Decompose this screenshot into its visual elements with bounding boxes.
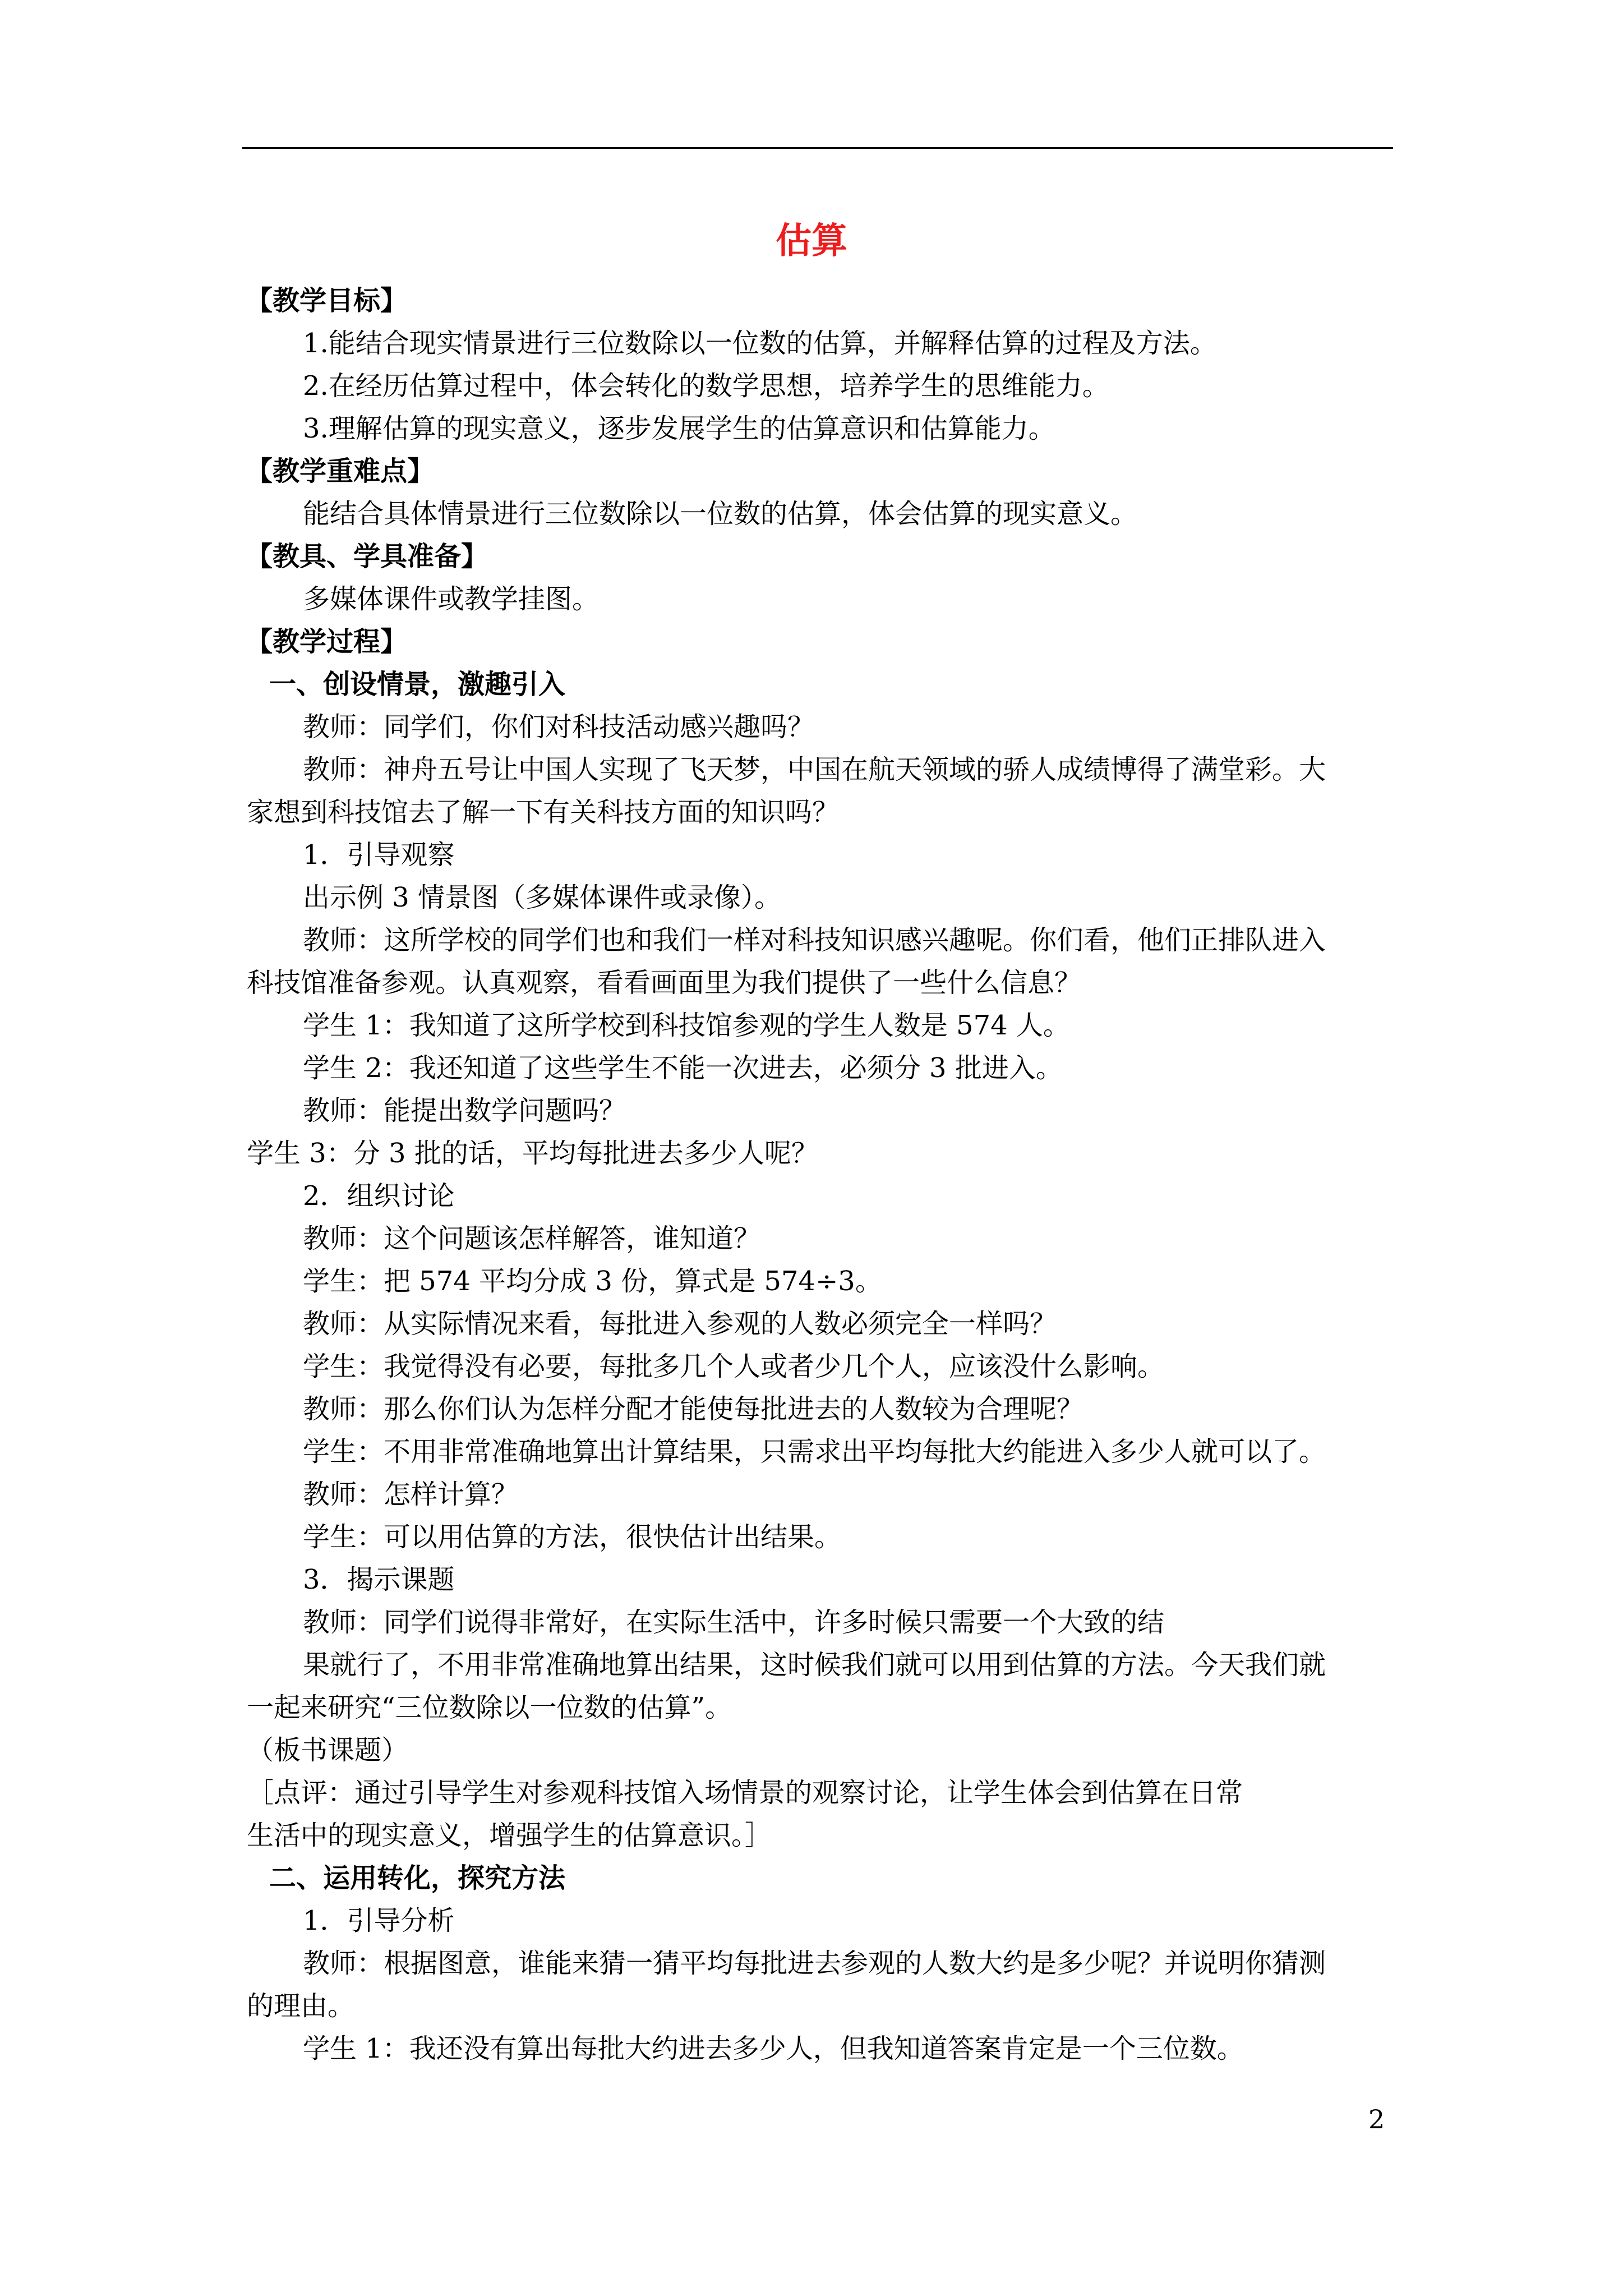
text-line: 教师：那么你们认为怎样分配才能使每批进去的人数较为合理呢？ bbox=[303, 1393, 1084, 1425]
document-title: 估算 bbox=[776, 220, 847, 262]
text-line: 学生 3：分 3 批的话，平均每批进去多少人呢？ bbox=[247, 1138, 818, 1169]
text-line: 教师：从实际情况来看，每批进入参观的人数必须完全一样吗？ bbox=[303, 1308, 1057, 1340]
text-line: 教师：同学们说得非常好，在实际生活中，许多时候只需要一个大致的结 bbox=[303, 1607, 1165, 1638]
page-number: 2 bbox=[1368, 2104, 1385, 2134]
text-line: 一起来研究“三位数除以一位数的估算”。 bbox=[247, 1692, 732, 1723]
text-line: 2.在经历估算过程中，体会转化的数学思想，培养学生的思维能力。 bbox=[303, 370, 1109, 402]
text-line: 生活中的现实意义，增强学生的估算意识。］ bbox=[247, 1820, 772, 1851]
section-heading: 【教学目标】 bbox=[246, 285, 408, 316]
text-line: 3．揭示课题 bbox=[303, 1564, 455, 1595]
text-line: 学生 1：我知道了这所学校到科技馆参观的学生人数是 574 人。 bbox=[303, 1010, 1070, 1041]
text-line: 教师：根据图意，谁能来猜一猜平均每批进去参观的人数大约是多少呢？并说明你猜测 bbox=[303, 1948, 1326, 1979]
section-heading: 【教学重难点】 bbox=[246, 455, 435, 487]
text-line: 教师：怎样计算？ bbox=[303, 1479, 519, 1510]
section-heading: 【教学过程】 bbox=[246, 626, 408, 657]
text-line: 3.理解估算的现实意义，逐步发展学生的估算意识和估算能力。 bbox=[303, 413, 1055, 444]
text-line: 学生：不用非常准确地算出计算结果，只需求出平均每批大约能进入多少人就可以了。 bbox=[303, 1436, 1326, 1467]
text-line: 2．组织讨论 bbox=[303, 1180, 455, 1212]
text-line: 教师：这个问题该怎样解答，谁知道？ bbox=[303, 1223, 761, 1254]
text-line: 学生 2：我还知道了这些学生不能一次进去，必须分 3 批进入。 bbox=[303, 1052, 1063, 1084]
header-rule bbox=[242, 147, 1393, 149]
subsection-heading: 二、运用转化，探究方法 bbox=[269, 1862, 566, 1894]
text-line: 学生：我觉得没有必要，每批多几个人或者少几个人，应该没什么影响。 bbox=[303, 1351, 1165, 1382]
text-line: 1．引导观察 bbox=[303, 839, 455, 871]
document-body bbox=[247, 279, 1391, 2070]
text-line: 多媒体课件或教学挂图。 bbox=[303, 583, 600, 615]
text-line: 家想到科技馆去了解一下有关科技方面的知识吗？ bbox=[247, 797, 840, 828]
text-line: 教师：这所学校的同学们也和我们一样对科技知识感兴趣呢。你们看，他们正排队进入 bbox=[303, 924, 1326, 956]
text-line: 出示例 3 情景图（多媒体课件或录像）。 bbox=[303, 882, 782, 913]
text-line: 教师：神舟五号让中国人实现了飞天梦，中国在航天领域的骄人成绩博得了满堂彩。大 bbox=[303, 754, 1326, 785]
text-line: 的理由。 bbox=[247, 1990, 355, 2022]
text-line: 1.能结合现实情景进行三位数除以一位数的估算，并解释估算的过程及方法。 bbox=[303, 328, 1217, 359]
text-line: 教师：能提出数学问题吗？ bbox=[303, 1095, 626, 1126]
text-line: ［点评：通过引导学生对参观科技馆入场情景的观察讨论，让学生体会到估算在日常 bbox=[247, 1777, 1243, 1809]
text-line: （板书课题） bbox=[247, 1734, 409, 1766]
text-line: 教师：同学们，你们对科技活动感兴趣吗？ bbox=[303, 711, 815, 743]
text-line: 学生：可以用估算的方法，很快估计出结果。 bbox=[303, 1521, 842, 1553]
text-line: 学生 1：我还没有算出每批大约进去多少人，但我知道答案肯定是一个三位数。 bbox=[303, 2033, 1244, 2064]
subsection-heading: 一、创设情景，激趣引入 bbox=[269, 669, 566, 700]
text-line: 学生：把 574 平均分成 3 份，算式是 574÷3。 bbox=[303, 1266, 882, 1297]
text-line: 科技馆准备参观。认真观察，看看画面里为我们提供了一些什么信息？ bbox=[247, 967, 1082, 999]
text-line: 能结合具体情景进行三位数除以一位数的估算，体会估算的现实意义。 bbox=[303, 498, 1138, 530]
section-heading: 【教具、学具准备】 bbox=[246, 541, 488, 572]
text-line: 1．引导分析 bbox=[303, 1905, 455, 1936]
text-line: 果就行了，不用非常准确地算出结果，这时候我们就可以用到估算的方法。今天我们就 bbox=[303, 1649, 1326, 1681]
